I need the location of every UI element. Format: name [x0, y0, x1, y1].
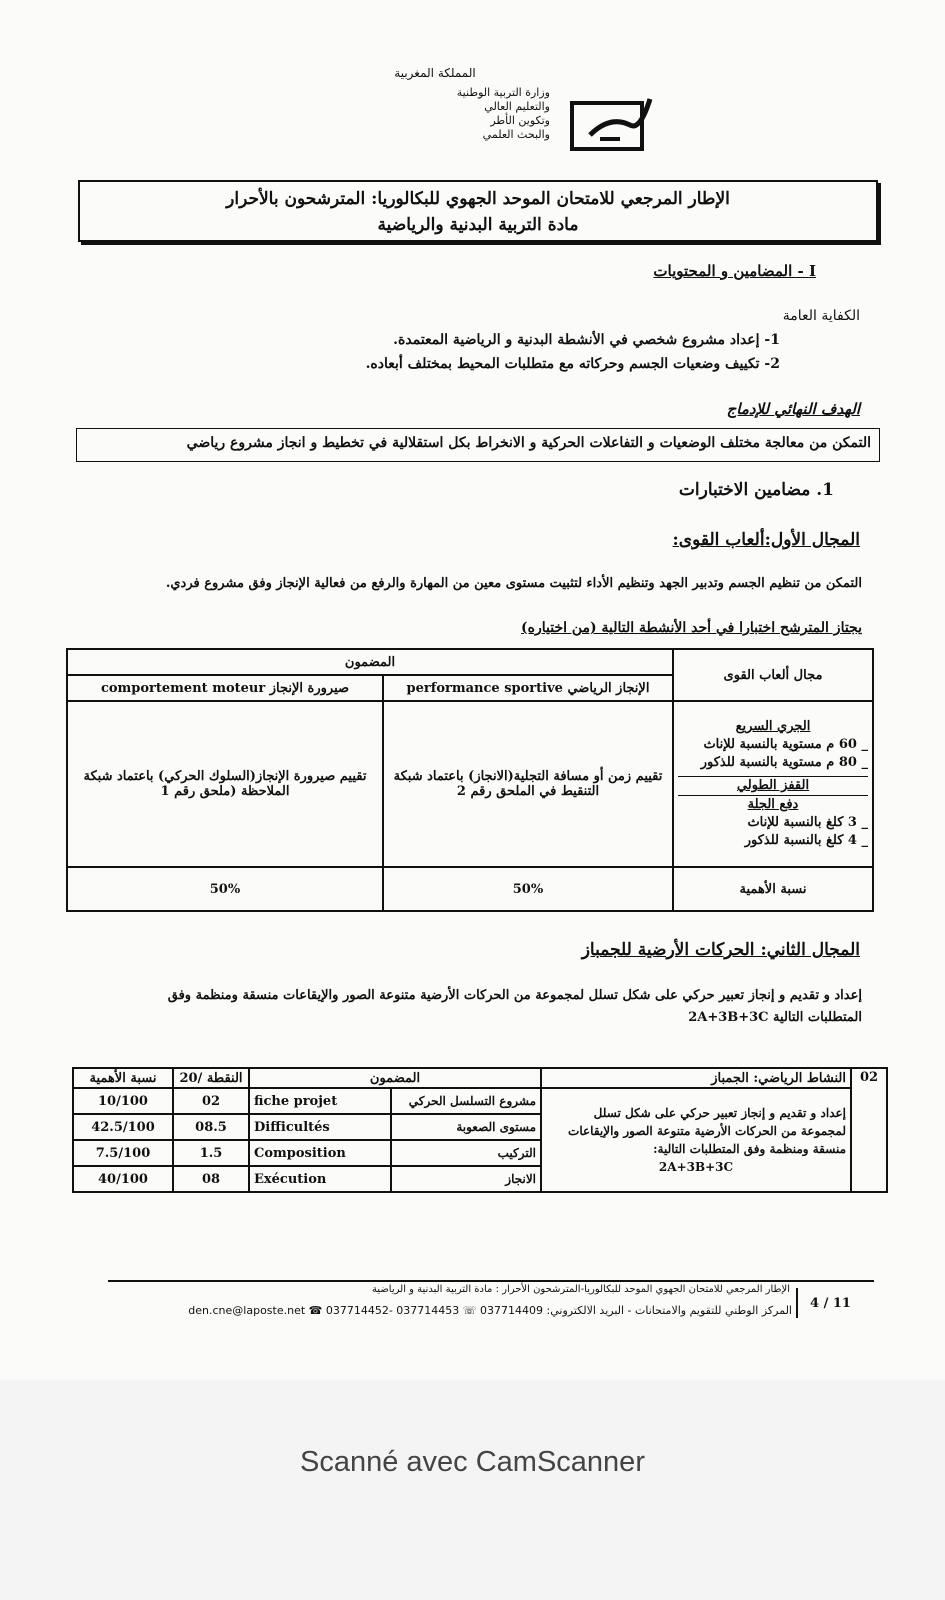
sprint-item: _ 60 م مستوية بالنسبة للإناث [703, 737, 868, 752]
document-title: الإطار المرجعي للامتحان الموحد الجهوي للبكالوريا: المترشحون بالأحرار [226, 189, 730, 209]
footer-contact: المركز الوطني للتقويم والامتحانات - البريد الالكتروني: den.cne@laposte.net ☎ 037714452- 037714453 ☏ 037714409 [188, 1304, 792, 1317]
col-points-header: النقطة /20 [173, 1068, 249, 1088]
importance-value: 42.5/100 [73, 1114, 173, 1140]
ministry-line: وتكوين الأطر [490, 114, 550, 127]
page-number: 4 / 11 [810, 1296, 851, 1311]
ministry-line: والتعليم العالي [484, 100, 550, 113]
final-goal-box [76, 428, 880, 462]
importance-value: 10/100 [73, 1088, 173, 1114]
content-ar: التركيب [391, 1140, 541, 1166]
content-ar: مستوى الصعوبة [391, 1114, 541, 1140]
athletics-activities-cell [673, 701, 873, 867]
gymnastics-table [72, 1067, 888, 1193]
footer-divider [108, 1280, 874, 1282]
footer-reference: الإطار المرجعي للامتحان الجهوي الموحد للبكالوريا-المترشحون الأحرار : مادة التربية البدنية و الرياضية [371, 1284, 790, 1295]
col-process-header: صيرورة الإنجاز comportement moteur [67, 675, 383, 701]
shot-put-item: _ 3 كلغ بالنسبة للإناث [747, 815, 868, 830]
final-goal-text: التمكن من معالجة مختلف الوضعيات و التفاعلات الحركية و الانخراط بكل استقلالية في تخطيط و انجاز مشروع رياضي [186, 435, 871, 451]
content-fr: Difficultés [249, 1114, 391, 1140]
domain1-intro: التمكن من تنظيم الجسم وتدبير الجهد وتنظيم الأداء لتثبيت مستوى معين من المهارة والرفع من فعالية الإنجاز وفق مشروع فردي. [165, 576, 862, 591]
long-jump-title: القفز الطولي [678, 776, 868, 796]
col-importance-header: نسبة الأهمية [73, 1068, 173, 1088]
points-value: 1.5 [173, 1140, 249, 1166]
domain2-intro: إعداد و تقديم و إنجاز تعبير حركي على شكل تسلل لمجموعة من الحركات الأرضية متنوعة الصور والإيقاعات منسقة ومنظمة وفق [167, 988, 862, 1003]
col-domain-header: مجال ألعاب القوى [673, 649, 873, 701]
activity-description-cell [541, 1088, 851, 1192]
document-subject: مادة التربية البدنية والرياضية [377, 215, 579, 235]
final-goal-label: الهدف النهائي للإدماج [726, 400, 860, 418]
shot-put-item: _ 4 كلغ بالنسبة للذكور [744, 833, 868, 848]
sprint-item: _ 80 م مستوية بالنسبة للذكور [700, 755, 868, 770]
athletics-table [66, 648, 874, 912]
content-ar: مشروع التسلسل الحركي [391, 1088, 541, 1114]
performance-eval-cell: تقييم زمن أو مسافة التجلية(الانجاز) باعتماد شبكة التنقيط في الملحق رقم 2 [383, 701, 673, 867]
ministry-line: وزارة التربية الوطنية [456, 86, 550, 99]
process-pct: 50% [67, 867, 383, 911]
scanner-background [0, 1380, 945, 1600]
ministry-header [320, 66, 550, 142]
importance-value: 7.5/100 [73, 1140, 173, 1166]
camscanner-watermark: Scanné avec CamScanner [300, 1446, 645, 1478]
footer-separator [796, 1288, 798, 1318]
content-ar: الانجاز [391, 1166, 541, 1192]
activity-formula: 2A+3B+3C [658, 1160, 734, 1174]
activity-text: إعداد و تقديم و إنجاز تعبير حركي على شكل تسلل لمجموعة من الحركات الأرضية متنوعة الصور والإيقاعات منسقة ومنظمة وفق المتطلبات التالية: [568, 1106, 846, 1156]
domain1-instruction: يجتاز المترشح اختبارا في أحد الأنشطة التالية (من اختياره) [521, 620, 862, 636]
competence-item: 1- إعداد مشروع شخصي في الأنشطة البدنية و الرياضية المعتمدة. [393, 332, 780, 348]
importance-label: نسبة الأهمية [673, 867, 873, 911]
col-content-header: المضمون [249, 1068, 541, 1088]
domain2-heading: المجال الثاني: الحركات الأرضية للجمباز [581, 940, 860, 960]
competence-item: 2- تكييف وضعيات الجسم وحركاته مع متطلبات المحيط بمختلف أبعاده. [365, 356, 780, 372]
content-fr: fiche projet [249, 1088, 391, 1114]
col-content-header: المضمون [67, 649, 673, 675]
tests-heading: 1. مضامين الاختبارات [678, 480, 834, 500]
kingdom-label: المملكة المغربية [394, 66, 476, 80]
section-heading: I - المضامين و المحتويات [653, 262, 816, 280]
shot-put-title: دفع الجلة [747, 797, 799, 812]
document-title-box [78, 180, 878, 242]
general-competence-label: الكفاية العامة [782, 308, 860, 324]
process-eval-cell: تقييم صيرورة الإنجاز(السلوك الحركي) باعتماد شبكة الملاحظة (ملحق رقم 1 [67, 701, 383, 867]
col-performance-header: الإنجاز الرياضي performance sportive [383, 675, 673, 701]
domain1-heading: المجال الأول:ألعاب القوى: [672, 530, 860, 550]
row-number: 02 [851, 1068, 887, 1192]
points-value: 08.5 [173, 1114, 249, 1140]
content-fr: Composition [249, 1140, 391, 1166]
sprint-title: الجري السريع [735, 719, 811, 734]
points-value: 02 [173, 1088, 249, 1114]
ministry-line: والبحث العلمي [482, 128, 550, 141]
performance-pct: 50% [383, 867, 673, 911]
domain2-intro-requirements: المتطلبات التالية 2A+3B+3C [688, 1010, 862, 1025]
content-fr: Exécution [249, 1166, 391, 1192]
points-value: 08 [173, 1166, 249, 1192]
importance-value: 40/100 [73, 1166, 173, 1192]
col-activity-header: النشاط الرياضي: الجمباز [541, 1068, 851, 1088]
ministry-logo-icon [570, 95, 660, 153]
